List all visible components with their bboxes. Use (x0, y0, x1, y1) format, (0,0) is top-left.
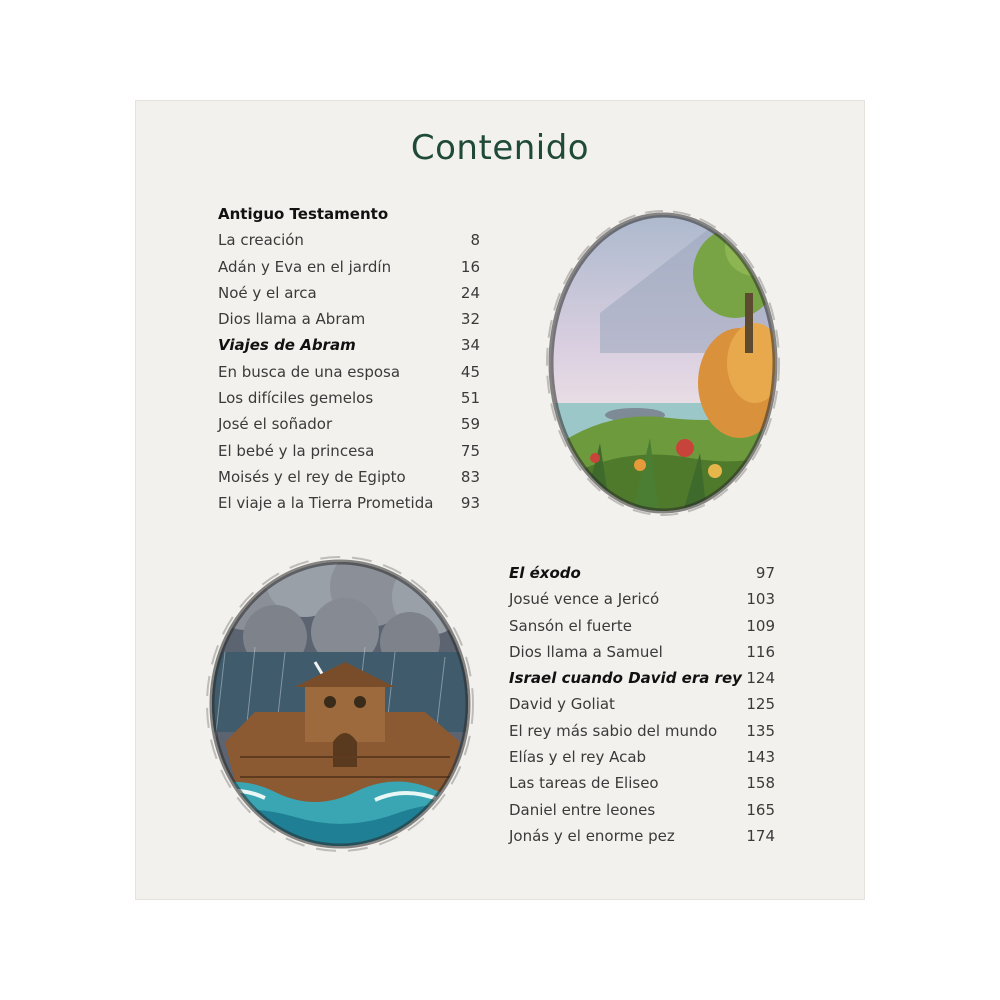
toc-entry-page-number: 24 (460, 283, 480, 302)
toc-entry-title: El rey más sabio del mundo (509, 721, 718, 740)
noah-ark-storm-illustration (195, 552, 485, 859)
toc-entry-title: Jonás y el enorme pez (509, 826, 675, 845)
toc-entry-title: La creación (218, 231, 304, 250)
toc-entry (509, 770, 775, 796)
toc-section-heading (509, 560, 775, 586)
toc-entry-page-number: 143 (746, 748, 775, 767)
toc-entry (509, 823, 775, 849)
toc-entry-title: Josué vence a Jericó (509, 590, 660, 609)
toc-entry (218, 254, 480, 280)
toc-entry-page-number: 8 (470, 231, 480, 250)
toc-entry-page-number: 124 (746, 669, 775, 688)
toc-entry (218, 438, 480, 464)
toc-entry (509, 797, 775, 823)
toc-entry-page-number: 116 (746, 642, 775, 661)
toc-entry-page-number: 158 (746, 774, 775, 793)
toc-entry-title: Dios llama a Samuel (509, 642, 663, 661)
toc-entry (218, 280, 480, 306)
toc-entry-title: Noé y el arca (218, 283, 317, 302)
toc-entry-page-number: 16 (460, 257, 480, 276)
garden-meadow-illustration (540, 203, 787, 523)
toc-column-right (509, 560, 775, 849)
toc-entry-title: Sansón el fuerte (509, 616, 632, 635)
toc-entry-page-number: 174 (746, 826, 775, 845)
toc-entry-title: Elías y el rey Acab (509, 748, 647, 767)
toc-entry (509, 586, 775, 612)
toc-entry-page-number: 83 (460, 467, 480, 486)
toc-entry-page-number: 125 (746, 695, 775, 714)
toc-entry-page-number: 45 (460, 362, 480, 381)
toc-section-heading (218, 201, 480, 227)
toc-entry (218, 411, 480, 437)
toc-entry-page-number: 93 (460, 494, 480, 513)
toc-entry (218, 359, 480, 385)
toc-entry-title: El viaje a la Tierra Prometida (218, 494, 434, 513)
toc-entry-title: José el soñador (218, 415, 333, 434)
toc-entry (509, 639, 775, 665)
toc-entry-page-number: 75 (460, 441, 480, 460)
toc-entry-title: Adán y Eva en el jardín (218, 257, 392, 276)
toc-entry-title: Los difíciles gemelos (218, 389, 374, 408)
toc-section-heading (218, 332, 480, 358)
toc-entry (218, 385, 480, 411)
toc-entry-page-number: 51 (460, 389, 480, 408)
toc-entry-title: David y Goliat (509, 695, 615, 714)
toc-entry-title: Dios llama a Abram (218, 310, 366, 329)
toc-entry-title: En busca de una esposa (218, 362, 401, 381)
toc-entry-title: Daniel entre leones (509, 800, 656, 819)
toc-entry-title: Antiguo Testamento (218, 205, 389, 223)
toc-entry-page-number: 34 (460, 336, 480, 355)
toc-entry-page-number: 32 (460, 310, 480, 329)
toc-entry-title: Las tareas de Eliseo (509, 774, 659, 793)
toc-entry (509, 613, 775, 639)
toc-entry-page-number: 109 (746, 616, 775, 635)
toc-entry-title: Viajes de Abram (218, 336, 356, 355)
toc-column-left (218, 201, 480, 517)
toc-entry (218, 490, 480, 516)
toc-entry-page-number: 103 (746, 590, 775, 609)
toc-entry (509, 718, 775, 744)
toc-entry (509, 744, 775, 770)
toc-entry-title: El éxodo (509, 564, 581, 582)
toc-entry-title: Moisés y el rey de Egipto (218, 467, 406, 486)
toc-entry (509, 691, 775, 717)
toc-entry-title: Israel cuando David era rey (509, 669, 742, 688)
book-page (135, 100, 865, 900)
toc-entry-page-number: 165 (746, 800, 775, 819)
toc-entry (218, 306, 480, 332)
toc-entry-page-number: 97 (755, 564, 775, 582)
toc-entry-title: El bebé y la princesa (218, 441, 375, 460)
toc-section-heading (509, 665, 775, 691)
toc-entry-page-number: 135 (746, 721, 775, 740)
page-title: Contenido (410, 128, 590, 168)
toc-entry-page-number: 59 (460, 415, 480, 434)
toc-entry (218, 464, 480, 490)
toc-entry (218, 227, 480, 253)
